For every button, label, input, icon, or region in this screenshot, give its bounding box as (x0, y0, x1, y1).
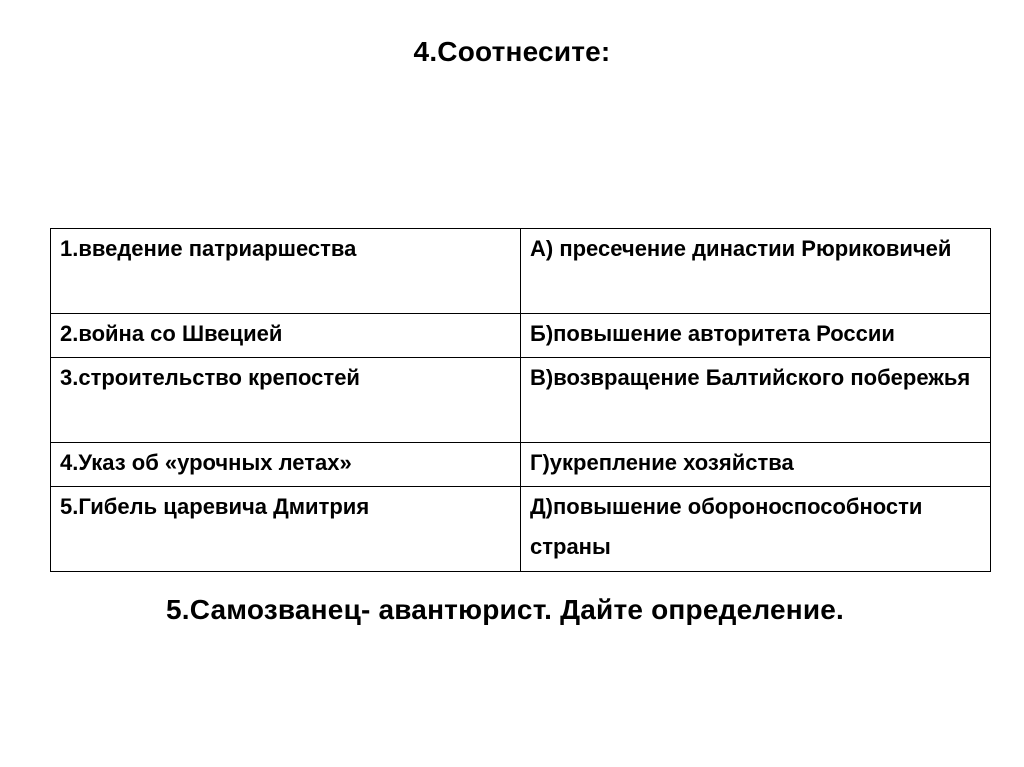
table-row (51, 487, 991, 572)
table-row (51, 229, 991, 314)
right-cell: А) пресечение династии Рюриковичей (521, 229, 991, 314)
task-title: 4.Соотнесите: (413, 36, 611, 67)
right-cell: В)возвращение Балтийского побережья (521, 358, 991, 443)
matching-table (50, 228, 991, 572)
definition-question: 5.Самозванец- авантюрист. Дайте определение. (165, 594, 845, 625)
right-cell: Б)повышение авторитета России (521, 314, 991, 358)
left-cell: 5.Гибель царевича Дмитрия (51, 487, 521, 572)
right-cell: Г)укрепление хозяйства (521, 443, 991, 487)
right-cell: Д)повышение обороноспособности страны (521, 487, 991, 572)
table-row (51, 314, 991, 358)
left-cell: 4.Указ об «урочных летах» (51, 443, 521, 487)
left-cell: 3.строительство крепостей (51, 358, 521, 443)
left-cell: 2.война со Швецией (51, 314, 521, 358)
table-row (51, 358, 991, 443)
left-cell: 1.введение патриаршества (51, 229, 521, 314)
table-row (51, 443, 991, 487)
